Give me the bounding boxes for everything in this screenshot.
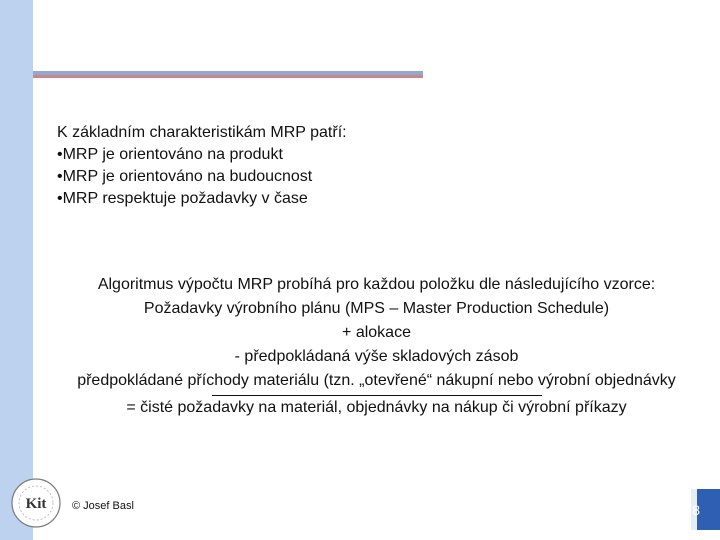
title-divider [33,71,423,78]
left-sidebar-band [0,0,33,540]
copyright-text: © Josef Basl [72,500,134,512]
algorithm-block [33,273,720,420]
characteristics-heading: K základním charakteristikám MRP patří: [57,124,347,141]
characteristic-item: •MRP je orientováno na produkt [57,146,283,163]
characteristics-block [57,122,477,210]
page-number-badge [655,489,720,530]
formula-line-receipts: předpokládané příchody materiálu (tzn. „otevřené“ nákupní nebo výrobní objednávky [77,372,676,389]
page-number: 8 [692,502,700,518]
formula-line-stock: - předpokládaná výše skladových zásob [234,348,519,365]
characteristic-item: •MRP respektuje požadavky v čase [57,190,308,207]
formula-line-mps: Požadavky výrobního plánu (MPS – Master Production Schedule) [143,300,610,317]
algorithm-intro: Algoritmus výpočtu MRP probíhá pro každou položku dle následujícího vzorce: [97,276,656,293]
formula-line-allocation: + alokace [342,324,411,341]
characteristic-item: •MRP je orientováno na budoucnost [57,168,313,185]
kit-logo [10,477,62,529]
logo-text: Kit [25,496,47,512]
formula-result: = čisté požadavky na materiál, objednávky na nákup či výrobní příkazy [126,399,627,416]
